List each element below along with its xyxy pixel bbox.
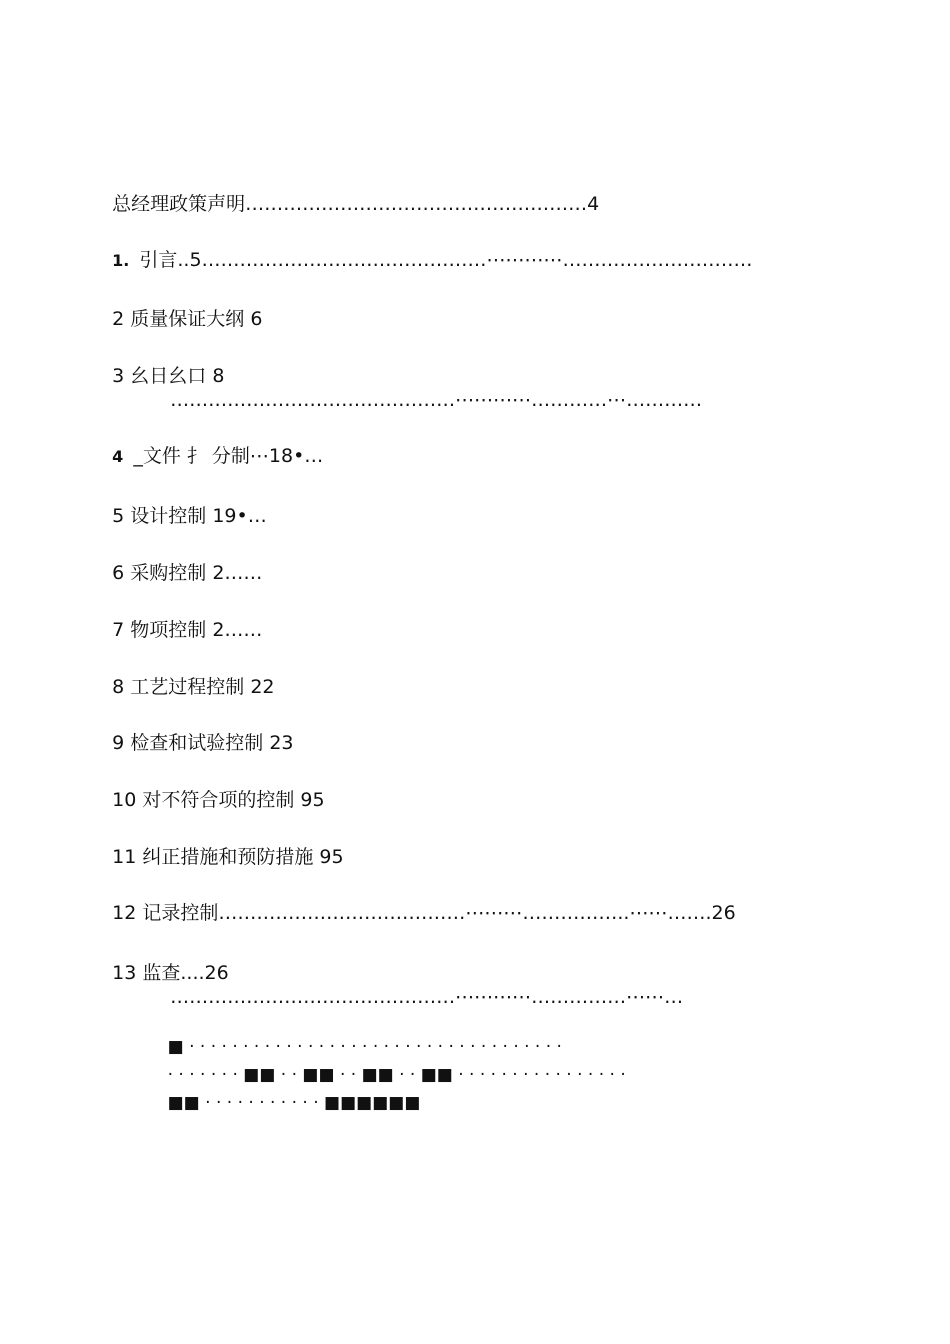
toc-entry-text: 10 对不符合项的控制 95 (112, 789, 325, 811)
artifact-row (146, 1070, 420, 1136)
toc-entry-text: 13 监查....26 (112, 962, 229, 984)
artifact-text: · · · · · · · ■■ · · ■■ · · ■■ · · ■■ · · · · · · · · · · · · · · · · (167, 1065, 626, 1085)
artifact-text: ■ · · · · · · · · · · · · · · · · · · · · · · · · · · · · · · · · · · · (167, 1037, 562, 1057)
artifact-text: ■■ · · · · · · · · · · · ■■■■■■ (167, 1093, 421, 1113)
toc-entry-text: 总经理政策声明………………………………………………4 (112, 193, 600, 215)
toc-entry-text: 5 设计控制 19•… (112, 505, 267, 527)
toc-entry-number: 4 (112, 447, 124, 466)
toc-entry-text: 6 采购控制 2…… (112, 562, 263, 584)
toc-entry-text: 3 幺日幺口 8 (112, 365, 225, 387)
toc-entry-text: 7 物项控制 2…… (112, 619, 263, 641)
toc-entry-text: 2 质量保证大纲 6 (112, 308, 263, 330)
toc-entry-text: 11 纠正措施和预防措施 95 (112, 846, 344, 868)
toc-entry-text: 8 工艺过程控制 22 (112, 676, 275, 698)
toc-entry-number: 1. (112, 251, 130, 270)
toc-entry-text: _文件 扌 分制⋯18•… (133, 445, 324, 467)
toc-entry-text: 9 检查和试验控制 23 (112, 732, 294, 754)
toc-entry-text: 12 记录控制…………………………………⋯⋯⋯……………..⋯⋯…….26 (112, 902, 736, 924)
leader-dots-text: ………………………………………⋯⋯⋯⋯……………⋯⋯… (170, 986, 684, 1008)
leader-dots-text: ………………………………………⋯⋯⋯⋯…………⋯………… (170, 389, 703, 411)
toc-entry-text: 引言..5………………………………………⋯⋯⋯⋯………………………… (139, 249, 753, 271)
